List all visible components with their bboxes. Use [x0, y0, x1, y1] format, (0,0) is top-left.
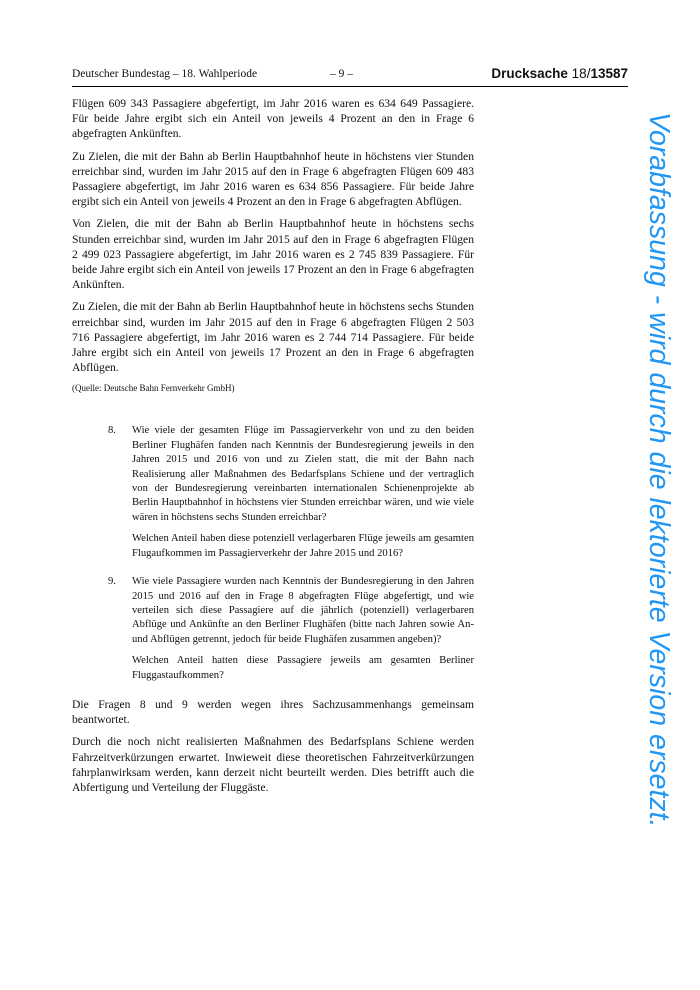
answer-paragraph: Flügen 609 343 Passagiere abgefertigt, im Jahr 2016 waren es 634 649 Passagiere. Für beide Jahre ergibt sich ein Anteil von jeweils 4 Prozent an den in Frage 6 abgefragten Ankünften. — [72, 97, 474, 141]
header-drucksache-label: Drucksache — [491, 66, 568, 81]
body-text — [72, 96, 474, 802]
header-doc-id: 13587 — [590, 66, 628, 81]
header-publication: Deutscher Bundestag – 18. Wahlperiode — [72, 68, 258, 80]
page-number: – 9 – — [330, 68, 353, 80]
source-citation: (Quelle: Deutsche Bahn Fernverkehr GmbH) — [72, 383, 235, 394]
preliminary-version-notice: Vorabfassung - wird durch die lektorierte Version ersetzt. — [643, 112, 675, 828]
question-followup: Welchen Anteil haben diese potenziell verlagerbaren Flüge jeweils am gesamten Flugaufkommen im Passagierverkehr der Jahre 2015 und 2016? — [132, 533, 474, 559]
header-document-number — [491, 66, 628, 81]
question-body — [132, 575, 474, 690]
answer-paragraph: Die Fragen 8 und 9 werden wegen ihres Sachzusammenhangs gemeinsam beantwortet. — [72, 697, 474, 727]
question-text: Wie viele der gesamten Flüge im Passagierverkehr von und zu den beiden Berliner Flughäfen fanden nach Kenntnis der Bundesregierung jeweils in den Jahren 2015 und 2016 von und zu Zielen statt, die mit der Bahn nach Realisierung aller Maßnahmen des Bedarfsplans Schiene und der vertraglich von der Bundesregierung vereinbarten internationalen Schienenprojekte ab Berlin Hauptbahnhof in höchstens vier Stunden erreichbar wären, und wie viele wären in höchstens sechs Stunden erreichbar? — [132, 425, 474, 523]
answer-paragraph: Zu Zielen, die mit der Bahn ab Berlin Hauptbahnhof heute in höchstens sechs Stunden erreichbar sind, wurden im Jahr 2015 auf den in Frage 6 abgefragten Flügen 2 503 716 Passagiere abgefertigt, im Jahr 2016 waren es 2 744 714 Passagiere. Für beide Jahre ergibt sich ein Anteil von jeweils 17 Prozent an den in Frage 6 abgefragten Abflügen. — [72, 300, 474, 375]
question-8 — [72, 424, 474, 568]
answer-paragraph: Durch die noch nicht realisierten Maßnahmen des Bedarfsplans Schiene werden Fahrzeitverkürzungen erwartet. Inwieweit diese theoretischen Fahrzeitverkürzungen fahrplanwirksam werden, kann derzeit nicht beurteilt werden. Dies betrifft auch die Abfertigung und Verteilung der Fluggäste. — [72, 735, 474, 794]
question-followup: Welchen Anteil hatten diese Passagiere jeweils am gesamten Berliner Fluggastaufkommen? — [132, 655, 474, 681]
answer-paragraph: Zu Zielen, die mit der Bahn ab Berlin Hauptbahnhof heute in höchstens vier Stunden erreichbar sind, wurden im Jahr 2015 auf den in Frage 6 abgefragten Flügen 609 483 Passagiere abgefertigt, im Jahr 2016 waren es 634 856 Passagiere. Für beide Jahre ergibt sich ein Anteil von jeweils 4 Prozent an den in Frage 6 abgefragten Abflügen. — [72, 149, 474, 209]
question-number: 9. — [108, 576, 116, 588]
question-text: Wie viele Passagiere wurden nach Kenntnis der Bundesregierung in den Jahren 2015 und 2016 auf den in Frage 8 abgefragten Flüge abgefertigt, und wie verteilen sich diese Passagiere auf die jährlich (potenziell) verlagerbaren Abflüge und Ankünfte an den Berliner Flughäfen (bitte nach Jahren sowie An- und Abflügen getrennt, jedoch für beide Flughäfen zusammen angeben)? — [132, 576, 474, 645]
question-number: 8. — [108, 425, 116, 437]
page-header — [72, 66, 628, 87]
question-body — [132, 424, 474, 568]
answer-paragraph: Von Zielen, die mit der Bahn ab Berlin Hauptbahnhof heute in höchstens sechs Stunden erreichbar sind, wurden im Jahr 2015 auf den in Frage 6 abgefragten Flügen 2 499 023 Passagiere abgefertigt, im Jahr 2016 waren es 2 745 839 Passagiere. Für beide Jahre ergibt sich ein Anteil von jeweils 17 Prozent an den in Frage 6 abgefragten Ankünften. — [72, 217, 474, 292]
header-period: 18/ — [567, 66, 591, 81]
question-9 — [72, 575, 474, 690]
